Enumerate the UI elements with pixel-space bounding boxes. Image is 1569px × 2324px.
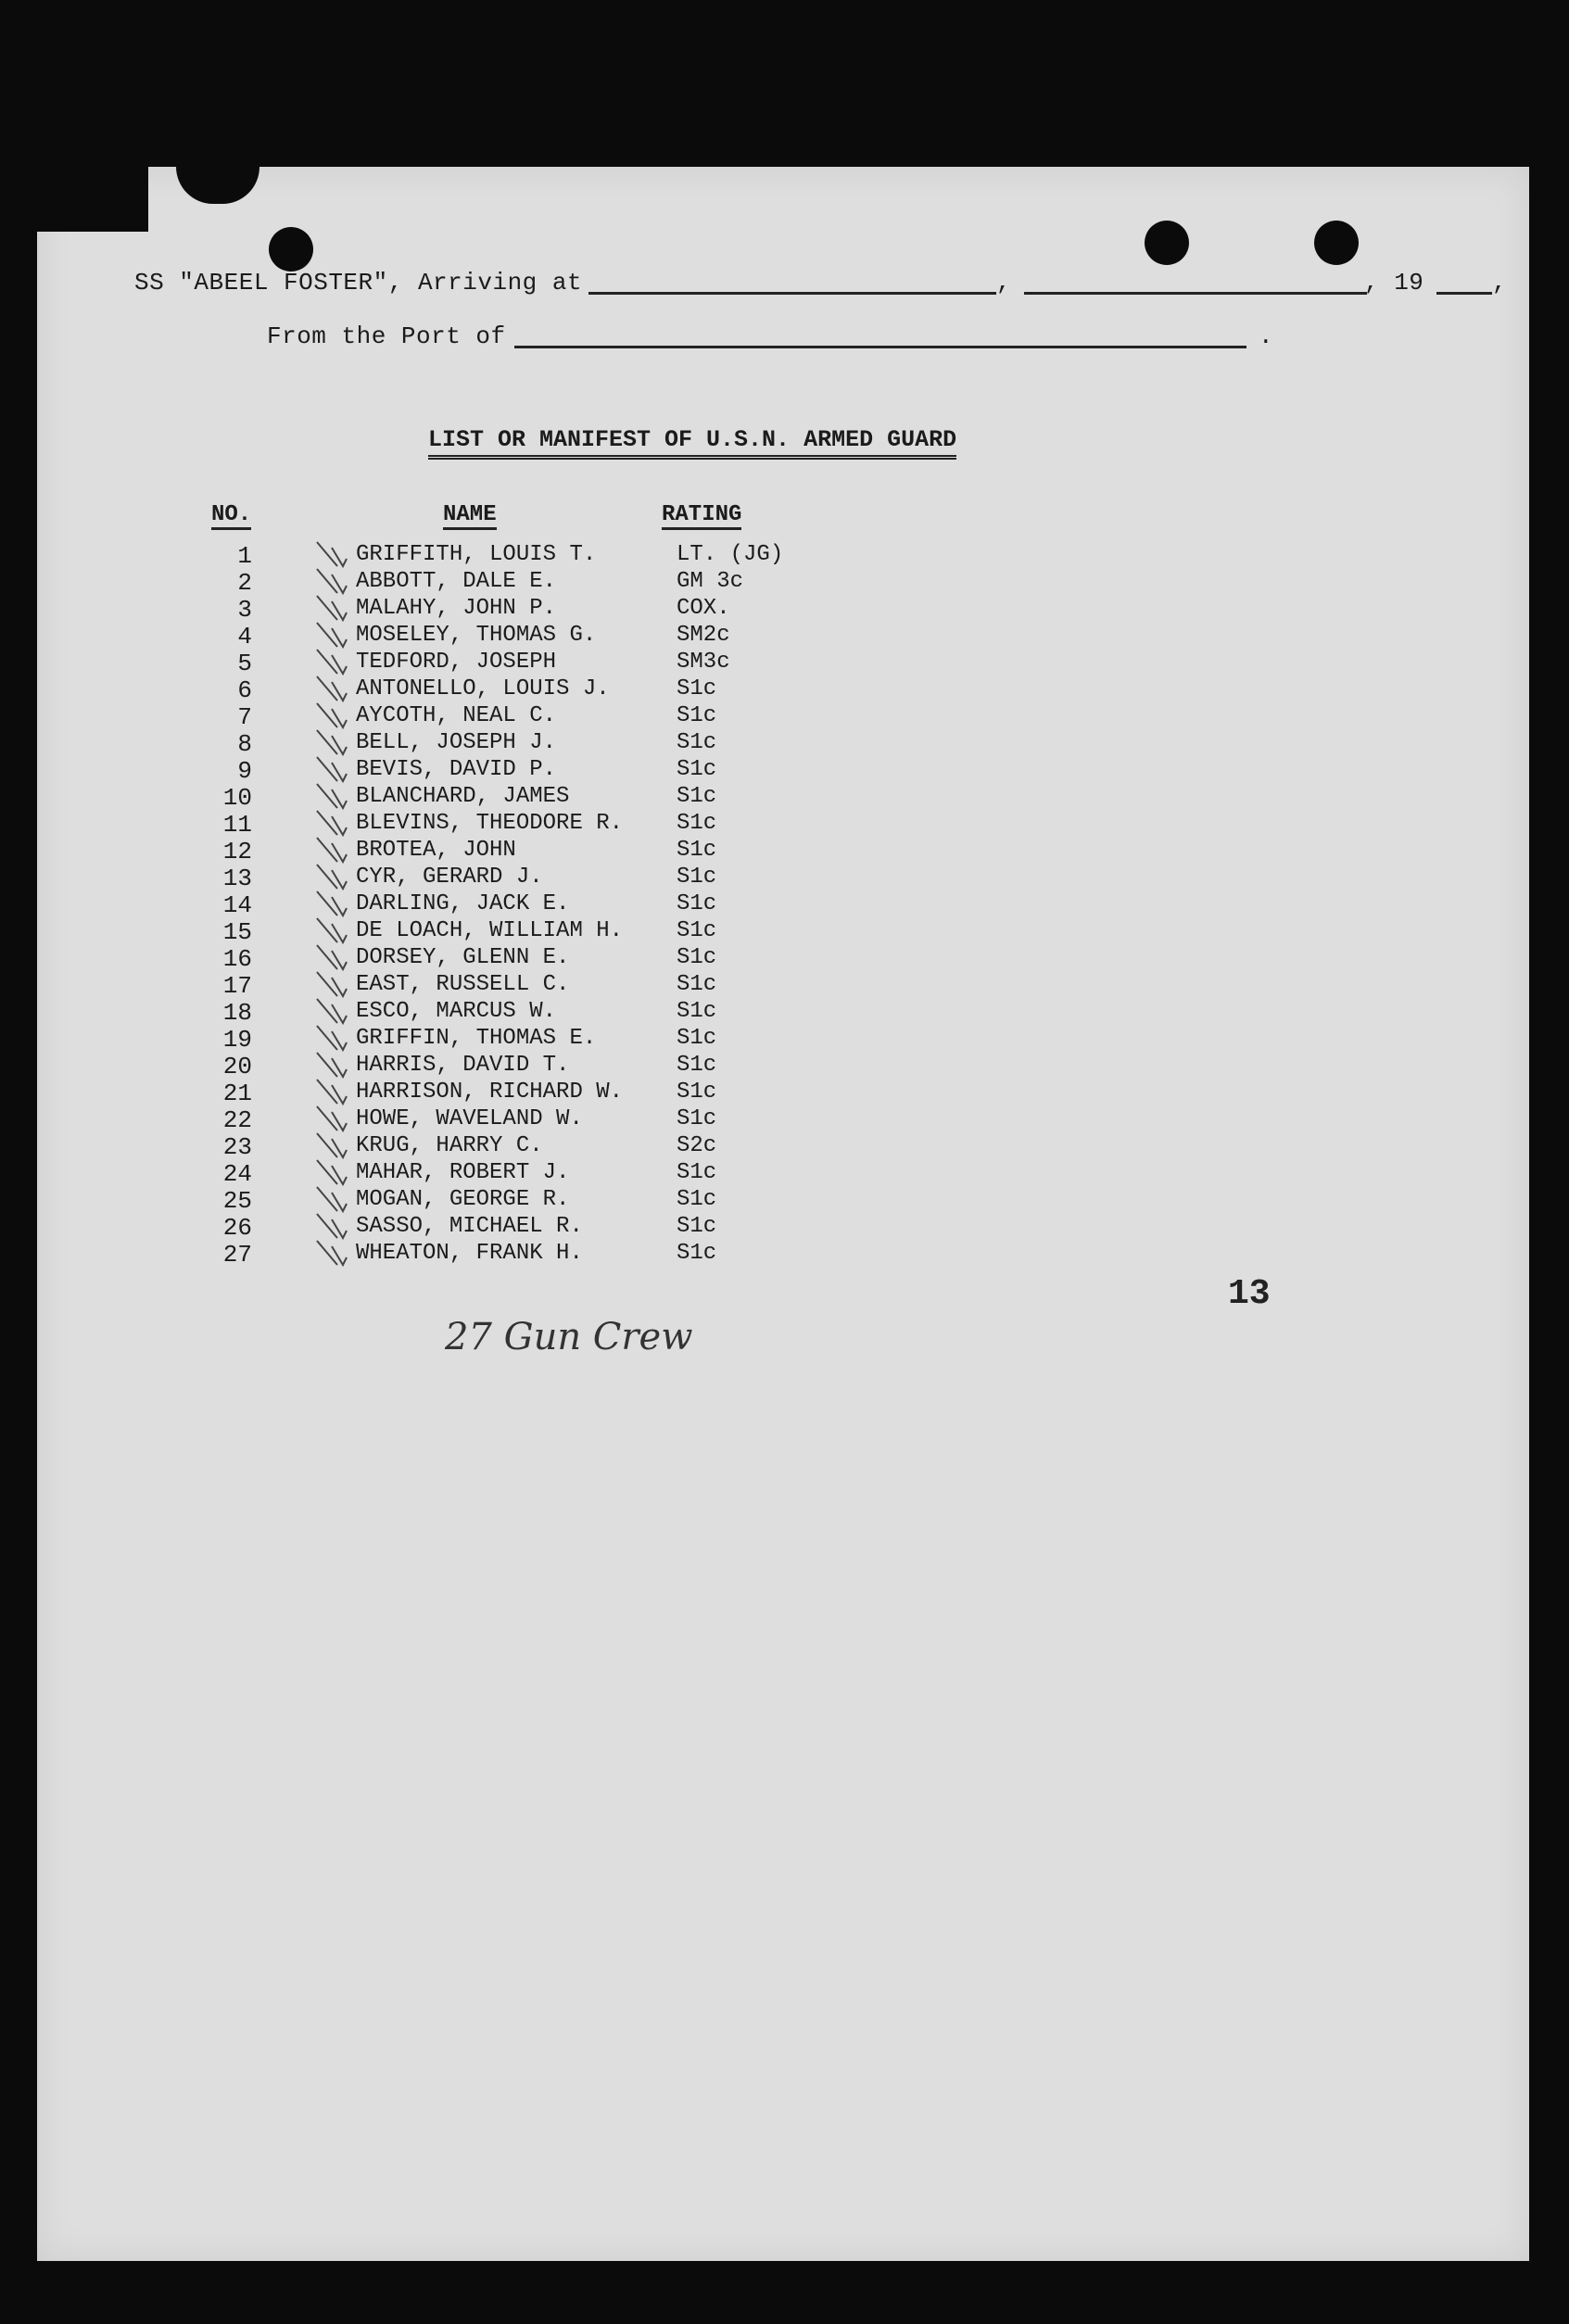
crew-name: DARLING, JACK E. — [356, 891, 570, 916]
crew-name: MALAHY, JOHN P. — [356, 596, 557, 621]
crew-row — [37, 703, 871, 730]
crew-row — [37, 596, 871, 623]
crew-row — [37, 1026, 871, 1053]
crew-name: BLANCHARD, JAMES — [356, 784, 570, 809]
crew-rating: LT. (JG) — [677, 542, 784, 567]
crew-name: GRIFFIN, THOMAS E. — [356, 1026, 597, 1051]
crew-name: TEDFORD, JOSEPH — [356, 650, 557, 675]
crew-name: GRIFFITH, LOUIS T. — [356, 542, 597, 567]
crew-name: CYR, GERARD J. — [356, 865, 543, 890]
crew-name: ESCO, MARCUS W. — [356, 999, 557, 1024]
crew-name: BLEVINS, THEODORE R. — [356, 811, 624, 836]
crew-rating: S1c — [677, 1214, 717, 1239]
crew-rating: SM2c — [677, 623, 730, 648]
crew-rating: GM 3c — [677, 569, 744, 594]
crew-rating: S1c — [677, 945, 717, 970]
crew-row — [37, 918, 871, 945]
handwritten-note: 27 Gun Crew — [445, 1316, 693, 1358]
crew-rating: S1c — [677, 1241, 717, 1266]
column-header-name: NAME — [443, 502, 497, 530]
crew-row — [37, 1187, 871, 1214]
crew-number: 5 — [237, 650, 252, 677]
separator-comma: , — [1492, 269, 1508, 297]
crew-name: BEVIS, DAVID P. — [356, 757, 557, 782]
port-blank — [514, 346, 1246, 348]
crew-name: HARRISON, RICHARD W. — [356, 1080, 624, 1105]
manifest-title: LIST OR MANIFEST OF U.S.N. ARMED GUARD — [428, 426, 956, 460]
crew-number: 22 — [222, 1106, 252, 1134]
crew-number: 8 — [237, 730, 252, 758]
crew-row — [37, 999, 871, 1026]
crew-name: EAST, RUSSELL C. — [356, 972, 570, 997]
crew-rating: S1c — [677, 865, 717, 890]
crew-row — [37, 1106, 871, 1133]
crew-row — [37, 730, 871, 757]
crew-rating: S1c — [677, 784, 717, 809]
crew-rating: S1c — [677, 1187, 717, 1212]
arrival-place-blank — [588, 292, 996, 295]
crew-rating: S1c — [677, 838, 717, 863]
year-blank — [1436, 292, 1492, 295]
crew-number: 3 — [237, 596, 252, 624]
crew-number: 7 — [237, 703, 252, 731]
crew-name: SASSO, MICHAEL R. — [356, 1214, 583, 1239]
crew-number: 1 — [237, 542, 252, 570]
scan-edge — [176, 167, 259, 204]
crew-rating: S1c — [677, 730, 717, 755]
crew-row — [37, 757, 871, 784]
ship-arrival-label: SS "ABEEL FOSTER", Arriving at — [134, 269, 583, 297]
period: . — [1259, 322, 1274, 350]
check-mark-icon — [315, 1237, 348, 1269]
separator-comma: , — [996, 269, 1012, 297]
crew-row — [37, 542, 871, 569]
crew-number: 4 — [237, 623, 252, 650]
crew-rating: S1c — [677, 999, 717, 1024]
crew-row — [37, 1160, 871, 1187]
crew-row — [37, 1241, 871, 1268]
crew-name: BROTEA, JOHN — [356, 838, 516, 863]
crew-number: 27 — [222, 1241, 252, 1269]
crew-name: ABBOTT, DALE E. — [356, 569, 557, 594]
crew-rating: COX. — [677, 596, 730, 621]
crew-rating: S2c — [677, 1133, 717, 1158]
crew-row — [37, 623, 871, 650]
crew-number: 12 — [222, 838, 252, 865]
port-label: From the Port of — [267, 322, 506, 350]
column-header-no: NO. — [211, 502, 251, 530]
crew-number: 21 — [222, 1080, 252, 1107]
crew-number: 11 — [222, 811, 252, 839]
crew-rating: S1c — [677, 1106, 717, 1131]
crew-name: AYCOTH, NEAL C. — [356, 703, 557, 728]
crew-number: 26 — [222, 1214, 252, 1242]
crew-number: 13 — [222, 865, 252, 892]
crew-number: 6 — [237, 676, 252, 704]
punch-hole — [269, 227, 313, 272]
crew-row — [37, 1133, 871, 1160]
crew-row — [37, 972, 871, 999]
crew-number: 17 — [222, 972, 252, 1000]
crew-rating: S1c — [677, 676, 717, 701]
crew-number: 19 — [222, 1026, 252, 1054]
crew-row — [37, 569, 871, 596]
crew-name: MAHAR, ROBERT J. — [356, 1160, 570, 1185]
crew-row — [37, 1053, 871, 1080]
crew-name: KRUG, HARRY C. — [356, 1133, 543, 1158]
crew-row — [37, 1080, 871, 1106]
crew-number: 23 — [222, 1133, 252, 1161]
crew-number: 25 — [222, 1187, 252, 1215]
crew-rating: S1c — [677, 1053, 717, 1078]
crew-rating: S1c — [677, 1080, 717, 1105]
page-number: 13 — [1228, 1274, 1271, 1314]
crew-row — [37, 650, 871, 676]
crew-name: WHEATON, FRANK H. — [356, 1241, 583, 1266]
crew-number: 10 — [222, 784, 252, 812]
crew-number: 14 — [222, 891, 252, 919]
crew-row — [37, 891, 871, 918]
crew-row — [37, 1214, 871, 1241]
scan-edge — [37, 167, 148, 232]
crew-rating: SM3c — [677, 650, 730, 675]
crew-name: MOSELEY, THOMAS G. — [356, 623, 597, 648]
crew-number: 24 — [222, 1160, 252, 1188]
crew-rating: S1c — [677, 891, 717, 916]
punch-hole — [1314, 221, 1359, 265]
crew-name: HOWE, WAVELAND W. — [356, 1106, 583, 1131]
crew-row — [37, 676, 871, 703]
crew-name: DORSEY, GLENN E. — [356, 945, 570, 970]
crew-row — [37, 784, 871, 811]
crew-row — [37, 945, 871, 972]
crew-number: 20 — [222, 1053, 252, 1080]
crew-name: ANTONELLO, LOUIS J. — [356, 676, 610, 701]
crew-name: BELL, JOSEPH J. — [356, 730, 557, 755]
crew-rating: S1c — [677, 757, 717, 782]
crew-name: DE LOACH, WILLIAM H. — [356, 918, 624, 943]
crew-rating: S1c — [677, 972, 717, 997]
crew-row — [37, 865, 871, 891]
arrival-date-blank — [1024, 292, 1367, 295]
crew-rating: S1c — [677, 918, 717, 943]
crew-name: HARRIS, DAVID T. — [356, 1053, 570, 1078]
crew-number: 15 — [222, 918, 252, 946]
column-header-rating: RATING — [662, 502, 741, 530]
crew-rating: S1c — [677, 703, 717, 728]
crew-number: 18 — [222, 999, 252, 1027]
punch-hole — [1145, 221, 1189, 265]
crew-rating: S1c — [677, 811, 717, 836]
manifest-page — [37, 167, 1529, 2261]
crew-number: 16 — [222, 945, 252, 973]
crew-number: 9 — [237, 757, 252, 785]
year-label: , 19 — [1364, 269, 1424, 297]
crew-rating: S1c — [677, 1160, 717, 1185]
crew-row — [37, 811, 871, 838]
crew-name: MOGAN, GEORGE R. — [356, 1187, 570, 1212]
crew-row — [37, 838, 871, 865]
crew-rating: S1c — [677, 1026, 717, 1051]
crew-number: 2 — [237, 569, 252, 597]
